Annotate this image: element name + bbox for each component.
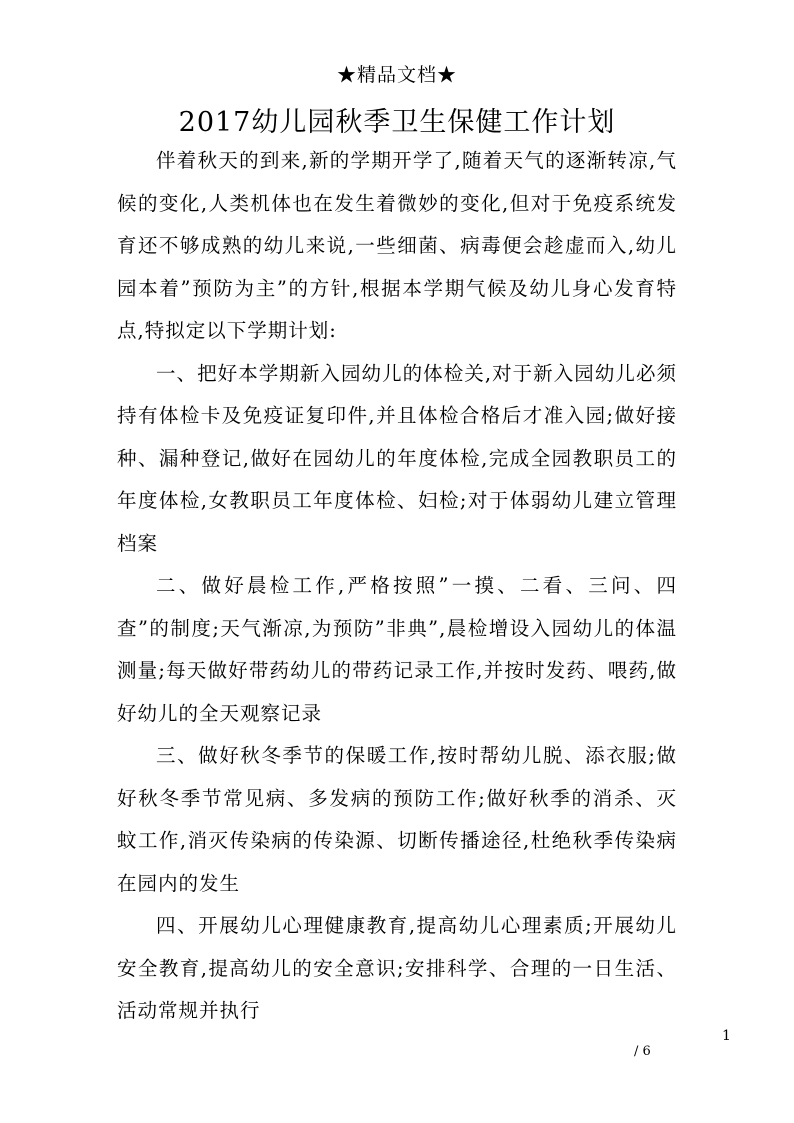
- document-body: [117, 140, 677, 1033]
- paragraph-item-4: 四、开展幼儿心理健康教育,提高幼儿心理素质;开展幼儿安全教育,提高幼儿的安全意识;安排科学、合理的一日生活、活动常规并执行: [117, 914, 677, 1022]
- intro-paragraph: 伴着秋天的到来,新的学期开学了,随着天气的逐渐转凉,气候的变化,人类机体也在发生着微妙的变化,但对于免疫系统发育还不够成熟的幼儿来说,一些细菌、病毒便会趁虚而入,幼儿园本着”预防为主”的方针,根据本学期气候及幼儿身心发育特点,特拟定以下学期计划:: [117, 149, 677, 342]
- document-title: 2017幼儿园秋季卫生保健工作计划: [178, 107, 616, 138]
- paragraph-item-2: 二、做好晨检工作,严格按照”一摸、二看、三问、四查”的制度;天气渐凉,为预防”非典”,晨检增设入园幼儿的体温测量;每天做好带药幼儿的带药记录工作,并按时发药、喂药,做好幼儿的全天观察记录: [117, 574, 677, 725]
- paragraph-item-3: 三、做好秋冬季节的保暖工作,按时帮幼儿脱、添衣服;做好秋冬季节常见病、多发病的预防工作;做好秋季的消杀、灭蚊工作,消灭传染病的传染源、切断传播途径,杜绝秋季传染病在园内的发生: [117, 744, 677, 895]
- page-number: 1: [722, 1028, 731, 1044]
- header-mark: ★精品文档★: [336, 64, 457, 86]
- paragraph-item-1: 一、把好本学期新入园幼儿的体检关,对于新入园幼儿必须持有体检卡及免疫证复印件,并且体检合格后才准入园;做好接种、漏种登记,做好在园幼儿的年度体检,完成全园教职员工的年度体检,女教职员工年度体检、妇检;对于体弱幼儿建立管理档案: [117, 361, 677, 555]
- page-total: / 6: [634, 1044, 651, 1059]
